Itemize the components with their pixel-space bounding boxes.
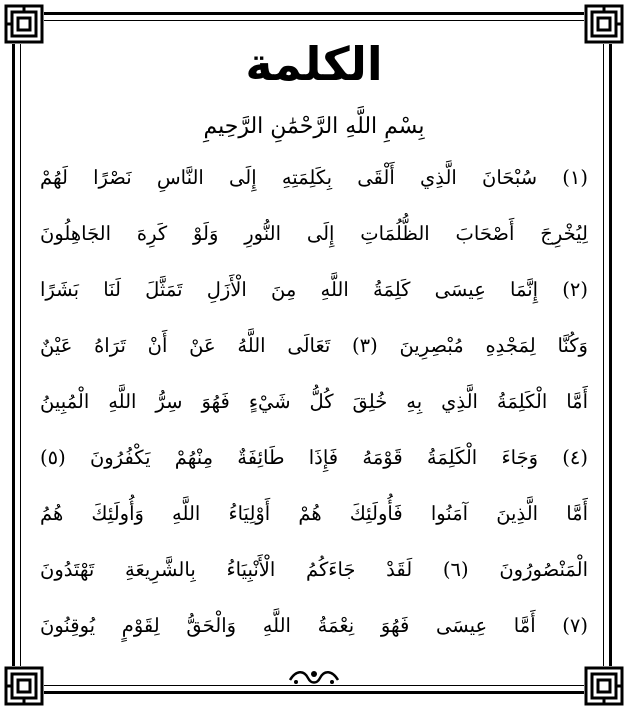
document-body <box>40 28 588 662</box>
verse-line-8: الْمَنْصُورُونَ (٦) لَقَدْ جَاءَكُمُ الْأَنْبِيَاءُ بِالشَّرِيعَةِ تَهْتَدُونَ <box>40 558 588 581</box>
page-title: الكلمة <box>245 37 383 91</box>
verse-line-6: (٤) وَجَاءَ الْكَلِمَةُ قَوْمَهُ فَإِذَا طَائِفَةٌ مِنْهُمْ يَكْفُرُونَ (٥) <box>40 446 588 469</box>
verse-line-2: لِيُخْرِجَ أَصْحَابَ الظُّلُمَاتِ إِلَى النُّورِ وَلَوْ كَرِهَ الجَاهِلُونَ <box>40 222 588 245</box>
verse-line-1: (١) سُبْحَانَ الَّذِي أَلْقَى بِكَلِمَتِهِ إِلَى النَّاسِ نَصْرًا لَهُمْ <box>40 166 588 189</box>
verse-line-7: أَمَّا الَّذِينَ آمَنُوا فَأُولَئِكَ هُمْ أَوْلِيَاءُ اللَّهِ وَأُولَئِكَ هُمُ <box>40 502 588 525</box>
verse-line-4: وَكُنَّا لِمَجْدِهِ مُبْصِرِينَ (٣) تَعَالَى اللَّهُ عَنْ أَنْ تَرَاهُ عَيْنٌ <box>40 334 588 357</box>
corner-ornament-bottom-left-icon <box>4 666 44 706</box>
vine-ornament-icon <box>286 666 342 688</box>
verse-line-5: أَمَّا الْكَلِمَةُ الَّذِي بِهِ خُلِقَ كُلُّ شَيْءٍ فَهُوَ سِرُّ اللَّهِ الْمُبِينُ <box>40 390 588 413</box>
basmala: بِسْمِ اللَّهِ الرَّحْمَٰنِ الرَّحِيمِ <box>203 114 425 139</box>
corner-ornament-top-left-icon <box>4 4 44 44</box>
corner-ornament-top-right-icon <box>584 4 624 44</box>
corner-ornament-bottom-right-icon <box>584 666 624 706</box>
verse-lines <box>40 150 588 654</box>
verse-line-9: (٧) أَمَّا عِيسَى فَهُوَ نِعْمَةُ اللَّهِ وَالْحَقُّ لِقَوْمٍ يُوقِنُونَ <box>40 614 588 637</box>
title-block <box>40 28 588 100</box>
verse-line-3: (٢) إِنَّمَا عِيسَى كَلِمَةُ اللَّهِ مِنَ الْأَزَلِ تَمَثَّلَ لَنَا بَشَرًا <box>40 278 588 301</box>
